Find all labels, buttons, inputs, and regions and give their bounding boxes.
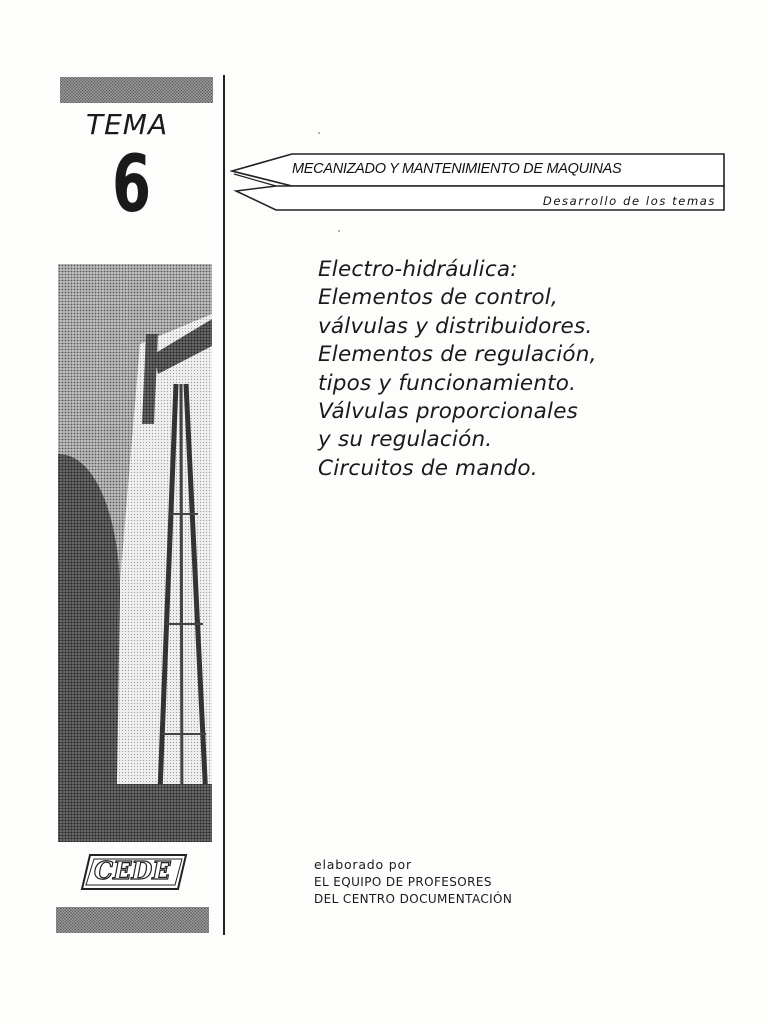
topic-line: Circuitos de mando. <box>318 455 538 481</box>
cede-logo <box>80 852 188 892</box>
topic-line: válvulas y distribuidores. <box>318 313 593 339</box>
vertical-divider <box>223 75 225 935</box>
oil-derrick-photo <box>58 264 212 842</box>
credits-block <box>314 856 512 908</box>
credits-by: elaborado por <box>314 857 412 872</box>
topic-line: Elementos de control, <box>318 285 558 311</box>
topic-line: tipos y funcionamiento. <box>318 370 577 396</box>
credits-line-2: DEL CENTRO DOCUMENTACIÓN <box>314 892 513 906</box>
top-halftone-strip <box>60 77 213 103</box>
banner-title: MECANIZADO Y MANTENIMIENTO DE MAQUINAS <box>292 161 622 177</box>
credits-line-1: EL EQUIPO DE PROFESORES <box>314 875 492 889</box>
tema-label: TEMA <box>86 108 169 141</box>
logo-text: CEDE <box>94 856 171 885</box>
scan-speck <box>318 132 320 134</box>
banner-subtitle: Desarrollo de los temas <box>542 194 716 208</box>
topic-line: Electro-hidráulica: <box>318 257 518 282</box>
derrick-illustration <box>58 264 212 842</box>
topic-line: Elementos de regulación, <box>318 342 597 368</box>
subject-banner <box>230 150 730 218</box>
topic-list <box>318 256 597 483</box>
tema-number: 6 <box>112 140 152 230</box>
scan-speck <box>338 230 340 232</box>
bottom-halftone-strip <box>56 907 209 933</box>
topic-line: Válvulas proporcionales <box>318 399 579 425</box>
topic-line: y su regulación. <box>318 427 493 453</box>
